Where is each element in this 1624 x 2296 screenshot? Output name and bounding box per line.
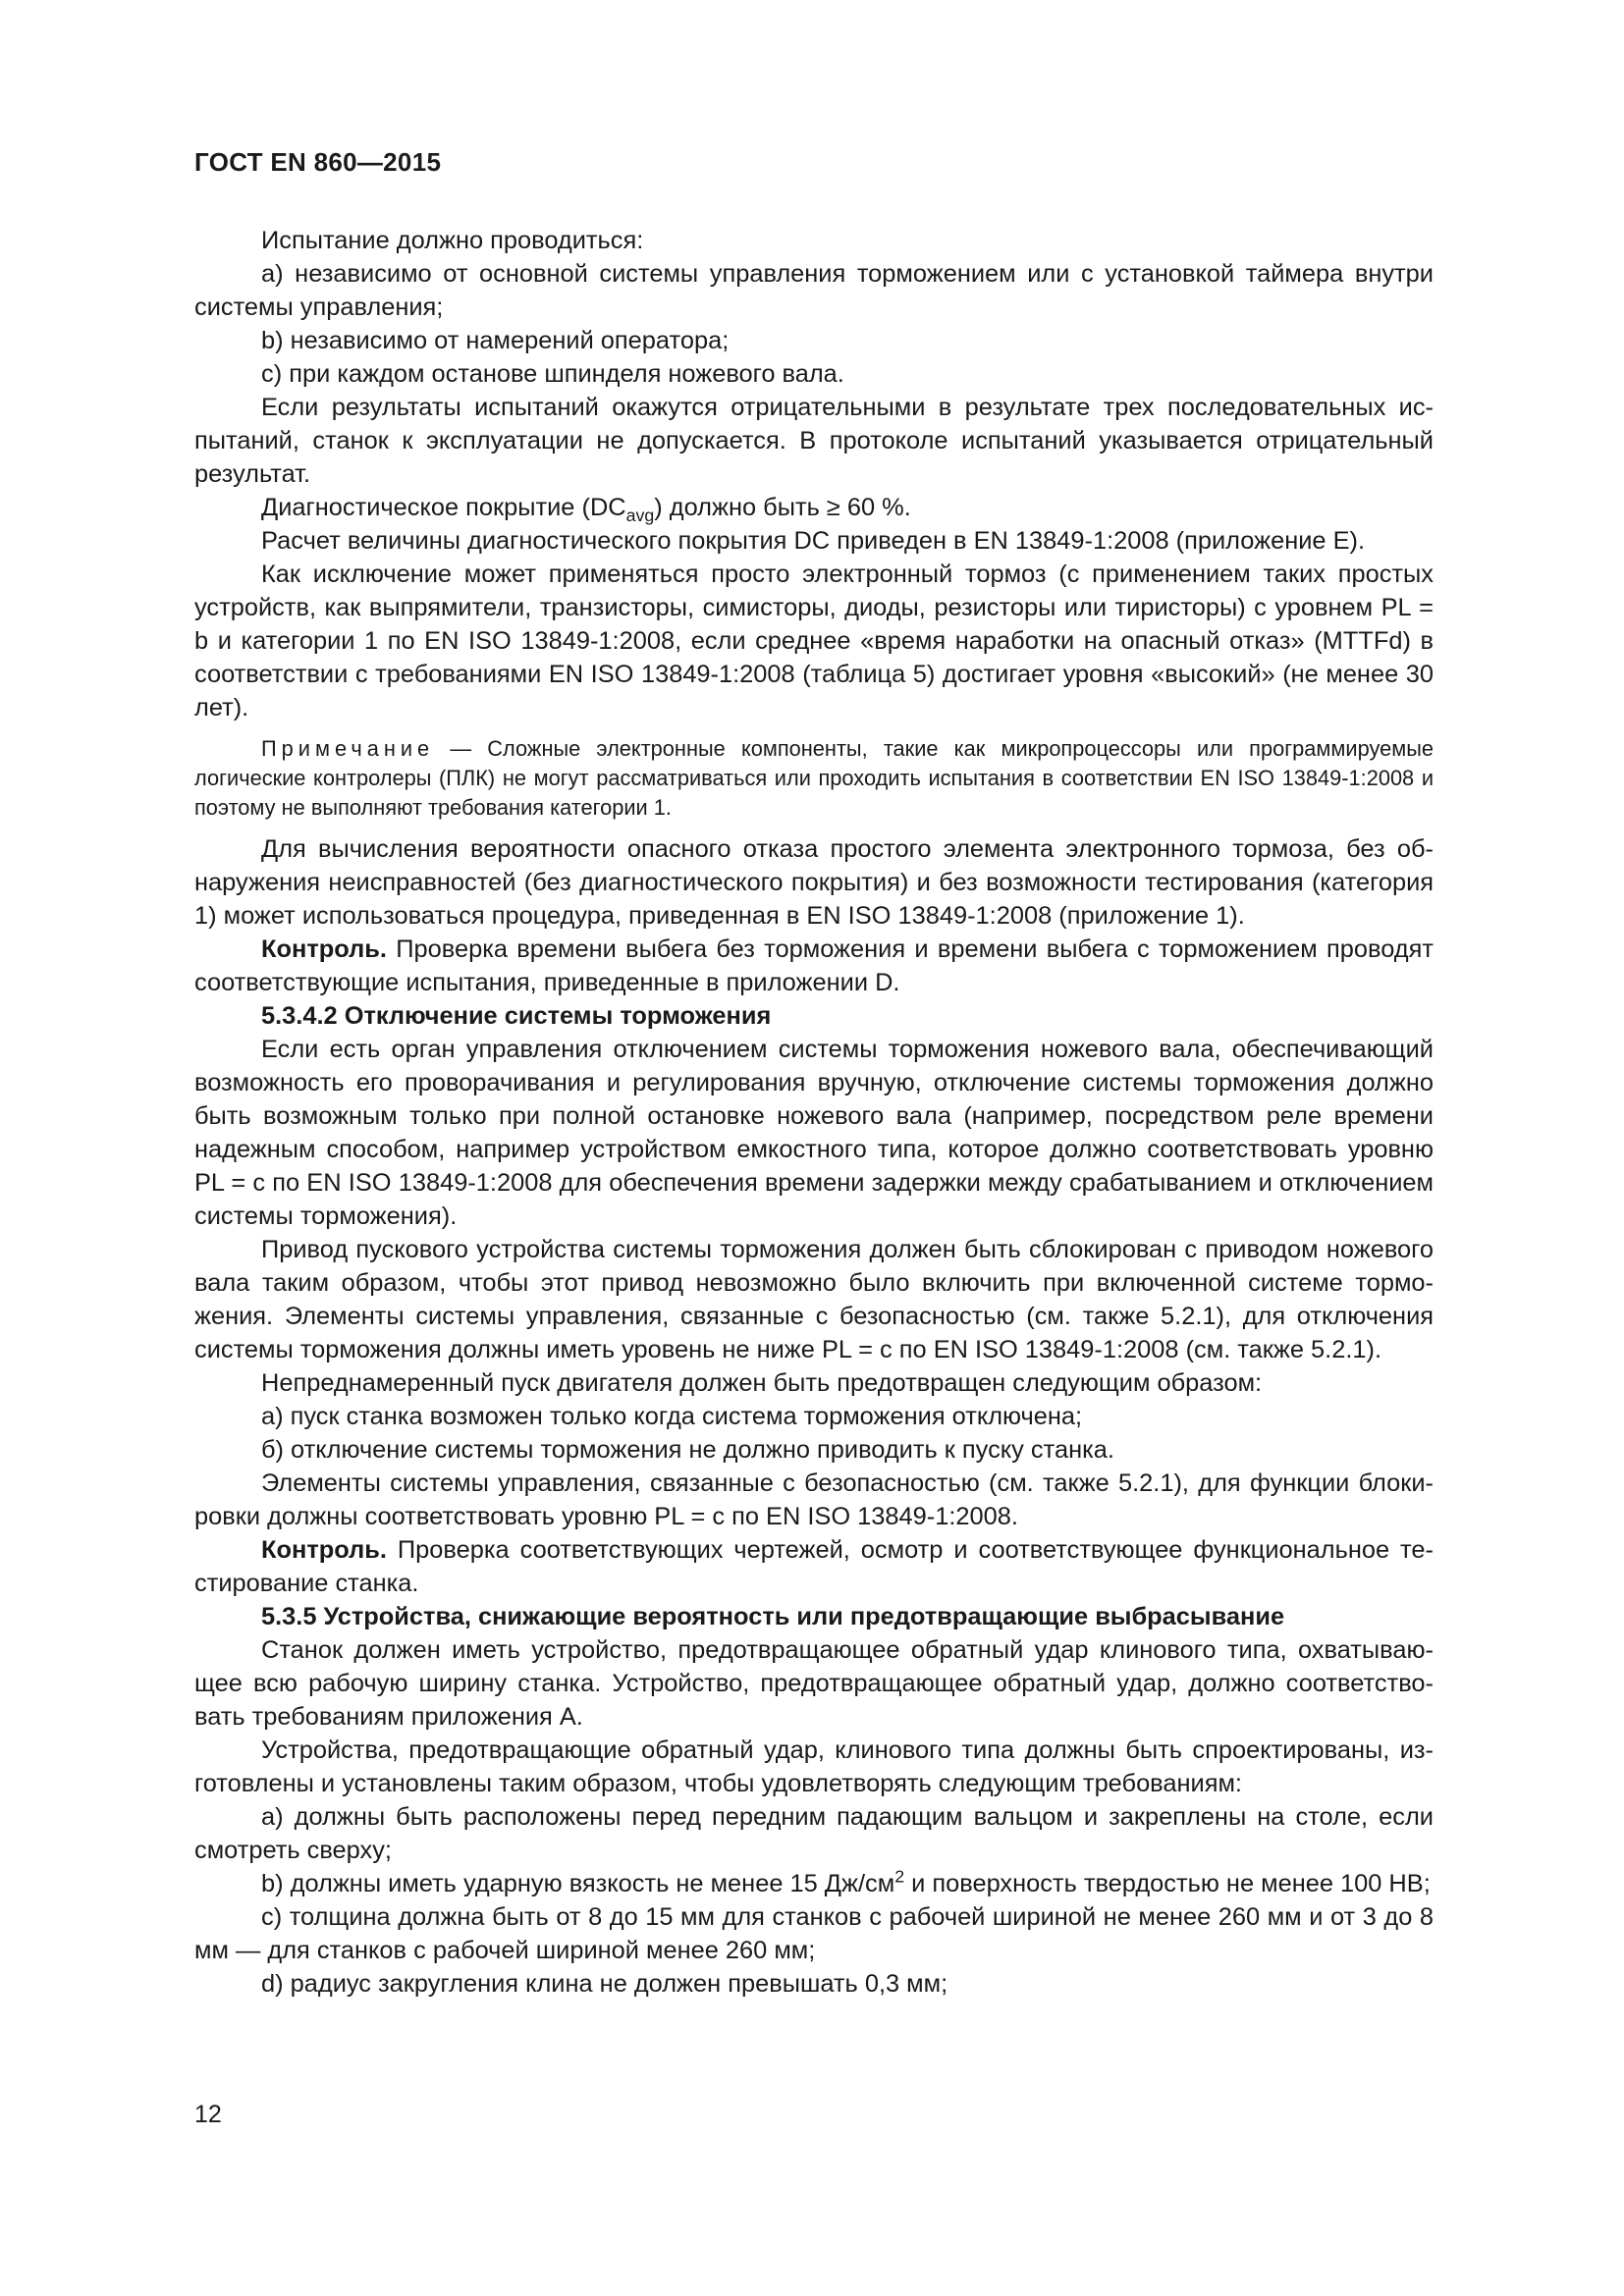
paragraph: Испытание должно проводиться: [261,227,644,254]
paragraph: Привод пускового устройства системы торможения должен быть сблокирован с приводом ножевого вала таким образом, чтобы этот привод невозможно было включить при включенной системе торможения. Элементы системы управления, связанные с безопасностью (см. также 5.2.1), для отключения системы торможения должны иметь уровень не ниже PL = c по EN ISO 13849-1:2008 (см. также 5.2.1). [194,1236,1434,1363]
section-heading: 5.3.5 Устройства, снижающие вероятность или предотвращающие выбрасывание [261,1603,1285,1630]
note-label: Примечание [261,736,435,761]
control-label: Контроль. [261,935,387,963]
note-text: — Сложные электронные компоненты, такие как микропроцессоры или программируемые логические контролеры (ПЛК) не могут рассматриваться или проходить испытания в соответствии EN ISO 13849-1:2008 и поэтому не выполняют требования категории 1. [194,736,1434,820]
paragraph: Станок должен иметь устройство, предотвращающее обратный удар клинового типа, охватывающее всю рабочую ширину станка. Устройство, предотвращающее обратный удар, должно соответствовать требованиям приложения A. [194,1636,1434,1731]
list-item: a) независимо от основной системы управления торможением или с установкой таймера внутри системы управления; [194,260,1434,321]
paragraph: Непреднамеренный пуск двигателя должен быть предотвращен следующим образом: [261,1369,1263,1397]
text: b) должны иметь ударную вязкость не менее 15 Дж/см [261,1870,895,1897]
paragraph: Расчет величины диагностического покрытия DC приведен в EN 13849-1:2008 (приложение E). [261,527,1366,555]
list-item: б) отключение системы торможения не должно приводить к пуску станка. [261,1436,1114,1464]
list-item: d) радиус закругления клина не должен превышать 0,3 мм; [261,1970,948,1998]
paragraph: Элементы системы управления, связанные с безопасностью (см. также 5.2.1), для функции блокировки должны соответствовать уровню PL = c по EN ISO 13849-1:2008. [194,1469,1434,1530]
list-item: a) пуск станка возможен только когда система торможения отключена; [261,1403,1083,1430]
control-label: Контроль. [261,1536,387,1564]
list-item-impact [194,1867,1434,1900]
paragraph: Для вычисления вероятности опасного отказа простого элемента электронного тормоза, без обнаружения неисправностей (без диагностического покрытия) и без возможности тестирования (категория 1) может использоваться процедура, приведенная в EN ISO 13849-1:2008 (приложение 1). [194,835,1434,930]
paragraph: Как исключение может применяться просто электронный тормоз (с применением таких простых устройств, как выпрямители, транзисторы, симисторы, диоды, резисторы или тиристоры) с уровнем PL = b и категории 1 по EN ISO 13849-1:2008, если среднее «время наработки на опасный отказ» (MTTFd) в соответствии с требованиями EN ISO 13849-1:2008 (таблица 5) достигает уровня «высокий» (не менее 30 лет). [194,561,1434,721]
paragraph: Если результаты испытаний окажутся отрицательными в результате трех последовательных испытаний, станок к эксплуатации не допускается. В протоколе испытаний указывается отрицательный результат. [194,394,1434,488]
subscript: avg [625,506,655,526]
text: Проверка соответствующих чертежей, осмотр и соответствующее функциональное тестирование станка. [194,1536,1434,1597]
text: ) должно быть ≥ 60 %. [654,494,911,521]
paragraph-control [194,1533,1434,1600]
text: Проверка времени выбега без торможения и времени выбега с торможением проводят соответствующие испытания, приведенные в приложении D. [194,935,1434,996]
list-item: a) должны быть расположены перед передним падающим вальцом и закреплены на столе, если смотреть сверху; [194,1803,1434,1864]
list-item: c) при каждом останове шпинделя ножевого вала. [261,360,844,388]
text: и поверхность твердостью не менее 100 HB; [904,1870,1431,1897]
list-item: c) толщина должна быть от 8 до 15 мм для станков с рабочей шириной не менее 260 мм и от 3 до 8 мм — для станков с рабочей шириной менее 260 мм; [194,1903,1434,1964]
document-body [194,224,1434,2001]
page-number: 12 [194,2101,222,2128]
list-item: b) независимо от намерений оператора; [261,327,730,354]
paragraph: Устройства, предотвращающие обратный удар, клинового типа должны быть спроектированы, изготовлены и установлены таким образом, чтобы удовлетворять следующим требованиям: [194,1736,1434,1797]
text: Диагностическое покрытие (DC [261,494,626,521]
note [194,734,1434,823]
document-header: ГОСТ EN 860—2015 [194,147,442,177]
superscript: 2 [894,1866,905,1887]
paragraph-diagnostic-coverage [194,491,1434,524]
section-heading: 5.3.4.2 Отключение системы торможения [261,1002,772,1030]
paragraph: Если есть орган управления отключением системы торможения ножевого вала, обеспечивающий возможность его проворачивания и регулирования вручную, отключение системы торможения должно быть возможным только при полной остановке ножевого вала (например, посредством реле времени надежным способом, например устройством емкостного типа, которое должно соответствовать уровню PL = c по EN ISO 13849-1:2008 для обеспечения времени задержки между срабатыванием и отключением системы торможения). [194,1036,1434,1230]
paragraph-control [194,933,1434,999]
